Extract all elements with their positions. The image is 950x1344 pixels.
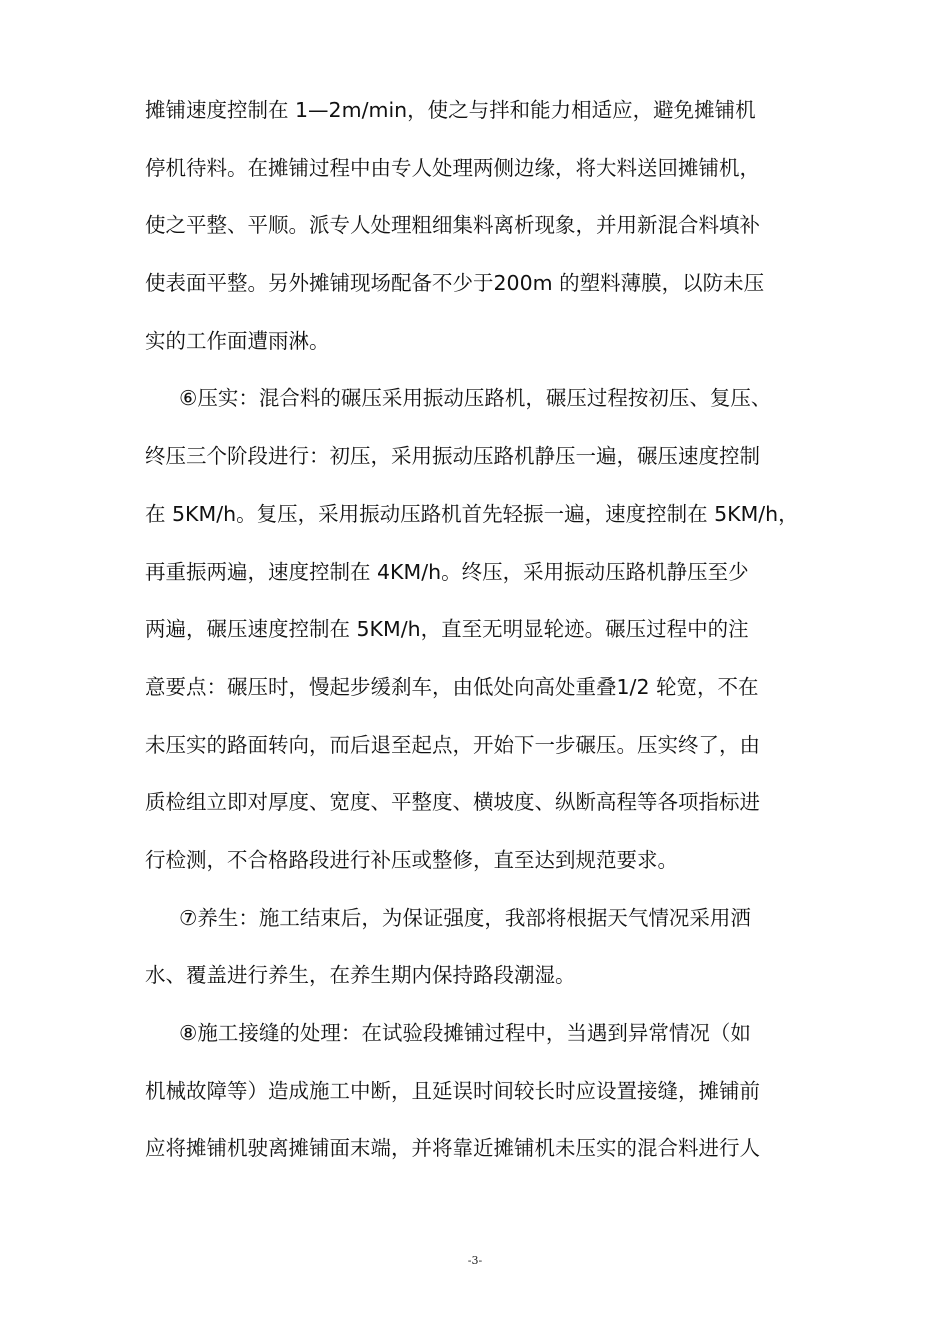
text-line: 两遍，碾压速度控制在 5KM/h，直至无明显轮迹。碾压过程中的注 bbox=[145, 617, 749, 642]
text-line: 使表面平整。另外摊铺现场配备不少于200m 的塑料薄膜，以防未压 bbox=[145, 271, 765, 296]
text-line: 摊铺速度控制在 1—2m/min，使之与拌和能力相适应，避免摊铺机 bbox=[145, 98, 756, 122]
text-line: 质检组立即对厚度、宽度、平整度、横坡度、纵断高程等各项指标进 bbox=[145, 790, 760, 815]
text-line: 使之平整、平顺。派专人处理粗细集料离析现象，并用新混合料填补 bbox=[145, 213, 760, 238]
text-line: 实的工作面遭雨淋。 bbox=[145, 328, 330, 353]
text-line: 终压三个阶段进行：初压，采用振动压路机静压一遍，碾压速度控制 bbox=[145, 444, 760, 469]
text-line: ⑧施工接缝的处理：在试验段摊铺过程中，当遇到异常情况（如 bbox=[179, 1021, 751, 1045]
body-text bbox=[145, 82, 817, 1178]
text-line: 在 5KM/h。复压，采用振动压路机首先轻振一遍，速度控制在 5KM/h， bbox=[145, 501, 799, 526]
text-line: 停机待料。在摊铺过程中由专人处理两侧边缘，将大料送回摊铺机， bbox=[145, 155, 760, 180]
text-line: 应将摊铺机驶离摊铺面末端，并将靠近摊铺机未压实的混合料进行人 bbox=[145, 1136, 760, 1161]
text-line: 水、覆盖进行养生，在养生期内保持路段潮湿。 bbox=[145, 963, 576, 988]
text-line: ⑥压实：混合料的碾压采用振动压路机，碾压过程按初压、复压、 bbox=[179, 386, 772, 411]
text-line: 行检测，不合格路段进行补压或整修，直至达到规范要求。 bbox=[145, 847, 678, 872]
text-line: ⑦养生：施工结束后，为保证强度，我部将根据天气情况采用洒 bbox=[179, 905, 751, 930]
text-line: 未压实的路面转向，而后退至起点，开始下一步碾压。压实终了，由 bbox=[145, 732, 760, 757]
text-line: 机械故障等）造成施工中断，且延误时间较长时应设置接缝，摊铺前 bbox=[145, 1078, 760, 1103]
page-number: -3- bbox=[467, 1254, 483, 1267]
text-line: 再重振两遍，速度控制在 4KM/h。终压，采用振动压路机静压至少 bbox=[145, 559, 749, 584]
text-line: 意要点：碾压时，慢起步缓刹车，由低处向高处重叠1/2 轮宽，不在 bbox=[145, 674, 759, 699]
